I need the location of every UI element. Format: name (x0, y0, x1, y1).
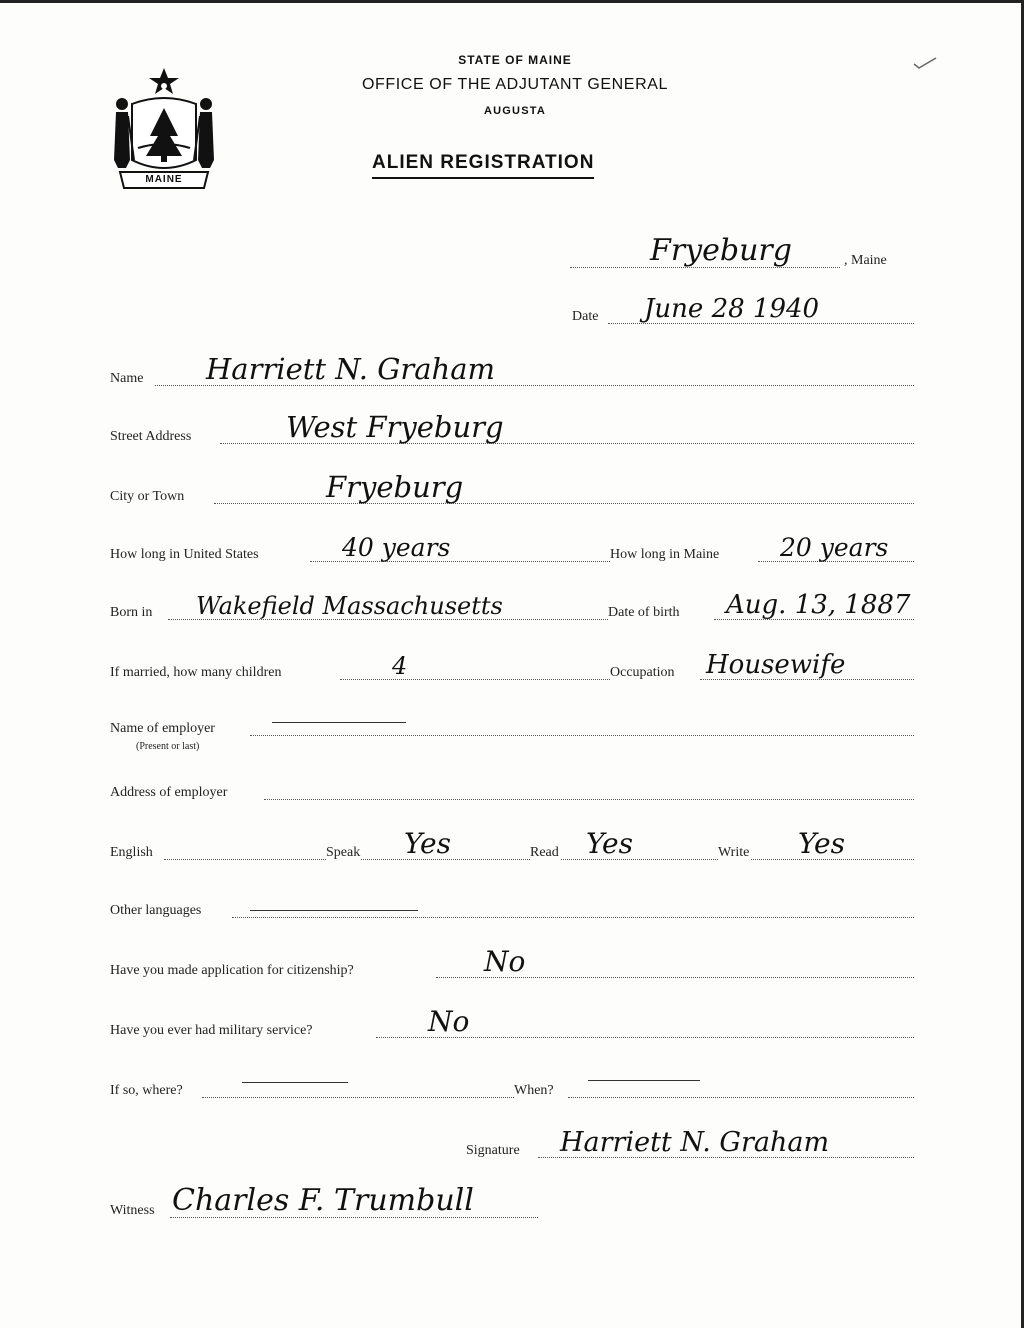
date-label: Date (572, 309, 599, 324)
employer-address-row (110, 772, 914, 802)
signature-value: Harriett N. Graham (560, 1127, 830, 1158)
maine-duration-label: How long in Maine (610, 547, 720, 562)
place-suffix: , Maine (844, 253, 887, 268)
occupation-label: Occupation (610, 665, 675, 680)
name-label: Name (110, 371, 144, 386)
born-in-label: Born in (110, 605, 153, 620)
other-languages-label: Other languages (110, 903, 202, 918)
street-address-label: Street Address (110, 429, 192, 444)
family-occupation-row (110, 652, 914, 682)
residence-duration-row (110, 534, 914, 564)
date-of-birth-label: Date of birth (608, 605, 680, 620)
check-mark-icon (912, 56, 938, 70)
name-row (110, 352, 914, 388)
military-label: Have you ever had military service? (110, 1023, 313, 1038)
speak-label: Speak (326, 845, 361, 860)
occupation-value: Housewife (706, 650, 846, 680)
speak-value: Yes (404, 827, 451, 860)
state-heading: STATE OF MAINE (458, 53, 572, 67)
city-label: City or Town (110, 489, 185, 504)
form-title: ALIEN REGISTRATION (372, 152, 594, 179)
employer-row (110, 710, 914, 752)
us-duration-label: How long in United States (110, 547, 259, 562)
born-in-value: Wakefield Massachusetts (196, 592, 503, 620)
citizenship-row (110, 945, 914, 980)
when-label: When? (514, 1083, 554, 1098)
date-row (572, 296, 914, 326)
us-duration-value: 40 years (342, 533, 451, 562)
military-row (110, 1005, 914, 1040)
employer-blank-dash (272, 722, 406, 723)
maine-duration-value: 20 years (780, 533, 889, 562)
when-blank-dash (588, 1080, 700, 1081)
street-address-value: West Fryeburg (286, 410, 504, 444)
citizenship-label: Have you made application for citizenship? (110, 963, 354, 978)
signature-label: Signature (466, 1143, 520, 1158)
name-value: Harriett N. Graham (206, 352, 496, 386)
state-seal-icon (110, 64, 218, 192)
birth-row (110, 592, 914, 622)
other-languages-blank-dash (250, 910, 418, 911)
employer-address-label: Address of employer (110, 785, 228, 800)
office-heading: OFFICE OF THE ADJUTANT GENERAL (361, 76, 669, 93)
where-blank-dash (242, 1082, 348, 1083)
read-value: Yes (586, 827, 633, 860)
write-label: Write (718, 845, 750, 860)
military-value: No (428, 1005, 470, 1038)
date-of-birth-value: Aug. 13, 1887 (726, 590, 911, 620)
other-languages-row (110, 890, 914, 920)
employer-label: Name of employer (110, 721, 215, 736)
where-label: If so, where? (110, 1083, 183, 1098)
read-label: Read (530, 845, 559, 860)
place-value: Fryeburg (650, 233, 792, 268)
citizenship-value: No (484, 945, 526, 978)
military-details-row (110, 1070, 914, 1100)
signature-row (466, 1127, 914, 1160)
witness-label: Witness (110, 1203, 155, 1218)
english-label: English (110, 845, 153, 860)
children-value: 4 (392, 652, 408, 680)
children-label: If married, how many children (110, 665, 282, 680)
seal-motto: MAINE (145, 174, 183, 185)
english-row (110, 827, 914, 862)
street-address-row (110, 410, 914, 446)
city-value: Fryeburg (326, 470, 464, 504)
place-row (570, 233, 914, 270)
city-heading: AUGUSTA (484, 105, 546, 117)
witness-value: Charles F. Trumbull (172, 1183, 474, 1218)
witness-row (110, 1183, 538, 1220)
date-value: June 28 1940 (644, 294, 820, 324)
employer-sublabel: (Present or last) (136, 741, 200, 752)
write-value: Yes (798, 827, 845, 860)
city-row (110, 470, 914, 506)
